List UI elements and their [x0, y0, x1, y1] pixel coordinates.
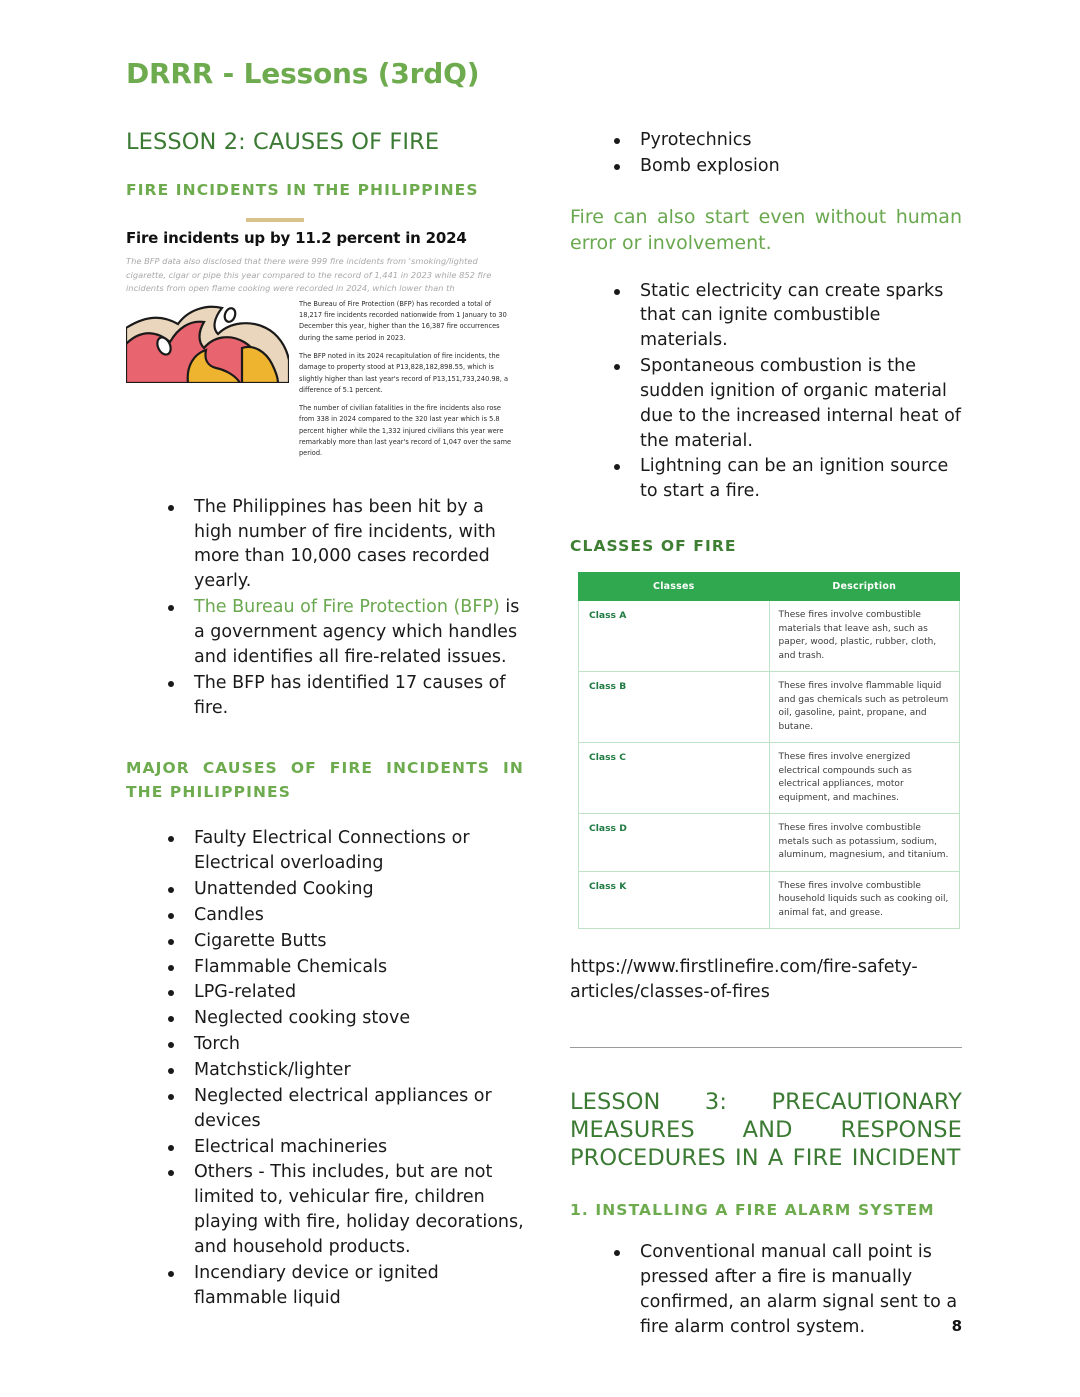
list-item: Cigarette Butts	[166, 929, 524, 954]
column-header-description: Description	[769, 573, 960, 601]
clipping-paragraph: The BFP noted in its 2024 recapitulation of fire incidents, the damage to property stood at P13,828,182,898.55, which is slightly higher than last year's record of P13,151,733,240.98, a difference of 5.1 percent.	[299, 351, 508, 394]
table-row	[579, 871, 960, 929]
fire-alarm-bullet-list	[570, 1240, 962, 1339]
list-item: Static electricity can create sparks that can ignite combustible materials.	[612, 279, 962, 354]
list-item: Spontaneous combustion is the sudden ignition of organic material due to the increased internal heat of the material.	[612, 354, 962, 453]
non-human-causes-list	[570, 279, 962, 505]
list-item-text: The BFP has identified 17 causes of fire.	[194, 672, 506, 718]
cell-class: Class B	[579, 672, 770, 743]
right-column	[570, 128, 962, 1340]
clipping-body-text	[299, 298, 516, 467]
list-item-text: The Philippines has been hit by a high number of fire incidents, with more than 10,000 cases recorded yearly.	[194, 496, 496, 592]
no-human-error-statement: Fire can also start even without human error or involvement.	[570, 205, 962, 254]
list-item: Candles	[166, 903, 524, 928]
clipping-deck: The BFP data also disclosed that there were 999 fire incidents from 'smoking/lighted cigarette, cigar or pipe this year compared to the record of 1,441 in 2023 while 852 fire incidents from open flame cooking were recorded in 2024, which lower than th	[126, 256, 492, 294]
cell-description: These fires involve flammable liquid and gas chemicals such as petroleum oil, gasoline, paint, propane, and butane.	[769, 672, 960, 743]
clipping-lower	[126, 298, 516, 467]
major-causes-heading: MAJOR CAUSES OF FIRE INCIDENTS IN THE PHILIPPINES	[126, 759, 524, 802]
clipping-paragraph: The Bureau of Fire Protection (BFP) has recorded a total of 18,217 fire incidents recorded nationwide from 1 January to 30 December this year, higher than the 16,387 fire occurrences during the same period in 2023.	[299, 299, 507, 342]
table-header-row	[579, 573, 960, 601]
cell-description: These fires involve combustible materials that leave ash, such as paper, wood, plastic, rubber, cloth, and trash.	[769, 601, 960, 672]
table-row	[579, 601, 960, 672]
source-url-link[interactable]: https://www.firstlinefire.com/fire-safety-articles/classes-of-fires	[570, 957, 918, 1002]
cell-class: Class K	[579, 871, 770, 929]
table-header	[579, 573, 960, 601]
classes-of-fire-heading: CLASSES OF FIRE	[570, 537, 737, 556]
list-item: Neglected electrical appliances or devices	[166, 1084, 524, 1134]
clipping-accent-bar	[246, 218, 304, 222]
list-item: Electrical machineries	[166, 1135, 524, 1160]
lesson-3-title: LESSON 3: PRECAUTIONARY MEASURES AND RESPONSE PROCEDURES IN A FIRE INCIDENT	[570, 1088, 962, 1172]
page-title: DRRR - Lessons (3rdQ)	[126, 57, 480, 90]
list-item: Flammable Chemicals	[166, 955, 524, 980]
list-item: Pyrotechnics	[612, 128, 962, 153]
flame-illustration	[126, 298, 289, 383]
two-column-layout	[126, 128, 962, 1340]
list-item: Conventional manual call point is pressed after a fire is manually confirmed, an alarm signal sent to a fire alarm control system.	[612, 1240, 962, 1339]
major-causes-list	[126, 826, 524, 1310]
list-item: Torch	[166, 1032, 524, 1057]
fire-incidents-heading: FIRE INCIDENTS IN THE PHILIPPINES	[126, 181, 479, 200]
cell-description: These fires involve energized electrical compounds such as electrical appliances, motor equipment, and machines.	[769, 743, 960, 814]
list-item: LPG-related	[166, 980, 524, 1005]
flame-icon	[126, 298, 289, 383]
list-item-text: is a government agency which handles and identifies all fire-related issues.	[194, 597, 520, 667]
table-body	[579, 601, 960, 929]
causes-continued-list	[570, 128, 962, 179]
cell-description: These fires involve combustible metals such as potassium, sodium, aluminum, magnesium, and titanium.	[769, 814, 960, 872]
list-item: Others - This includes, but are not limited to, vehicular fire, children playing with fire, holiday decorations, and household products.	[166, 1160, 524, 1259]
left-column	[126, 128, 524, 1311]
list-item: Unattended Cooking	[166, 877, 524, 902]
list-item: Neglected cooking stove	[166, 1006, 524, 1031]
table-row	[579, 743, 960, 814]
bfp-highlight: The Bureau of Fire Protection (BFP)	[194, 597, 500, 618]
clipping-paragraph: The number of civilian fatalities in the fire incidents also rose from 338 in 2024 compared to the 320 last year which is 5.8 percent higher while the 1,332 injured civilians this year were remarkably more than last year's record of 1,047 over the same period.	[299, 404, 512, 458]
list-item	[166, 595, 524, 670]
list-item	[166, 671, 524, 721]
news-clipping-image	[126, 218, 516, 466]
table-row	[579, 814, 960, 872]
classes-of-fire-table	[578, 572, 960, 929]
cell-description: These fires involve combustible household liquids such as cooking oil, animal fat, and grease.	[769, 871, 960, 929]
list-item: Faulty Electrical Connections or Electrical overloading	[166, 826, 524, 876]
list-item: Matchstick/lighter	[166, 1058, 524, 1083]
cell-class: Class C	[579, 743, 770, 814]
list-item: Lightning can be an ignition source to start a fire.	[612, 454, 962, 504]
installing-fire-alarm-heading: 1. INSTALLING A FIRE ALARM SYSTEM	[570, 1201, 935, 1220]
lesson-2-title: LESSON 2: CAUSES OF FIRE	[126, 129, 440, 156]
list-item	[166, 495, 524, 594]
column-header-classes: Classes	[579, 573, 770, 601]
clipping-headline: Fire incidents up by 11.2 percent in 2024	[126, 229, 467, 248]
list-item: Bomb explosion	[612, 154, 962, 179]
section-divider	[570, 1047, 962, 1048]
cell-class: Class A	[579, 601, 770, 672]
page-number: 8	[951, 1317, 962, 1335]
list-item: Incendiary device or ignited flammable liquid	[166, 1261, 524, 1311]
cell-class: Class D	[579, 814, 770, 872]
table-row	[579, 672, 960, 743]
fire-incidents-bullet-list	[126, 495, 524, 721]
